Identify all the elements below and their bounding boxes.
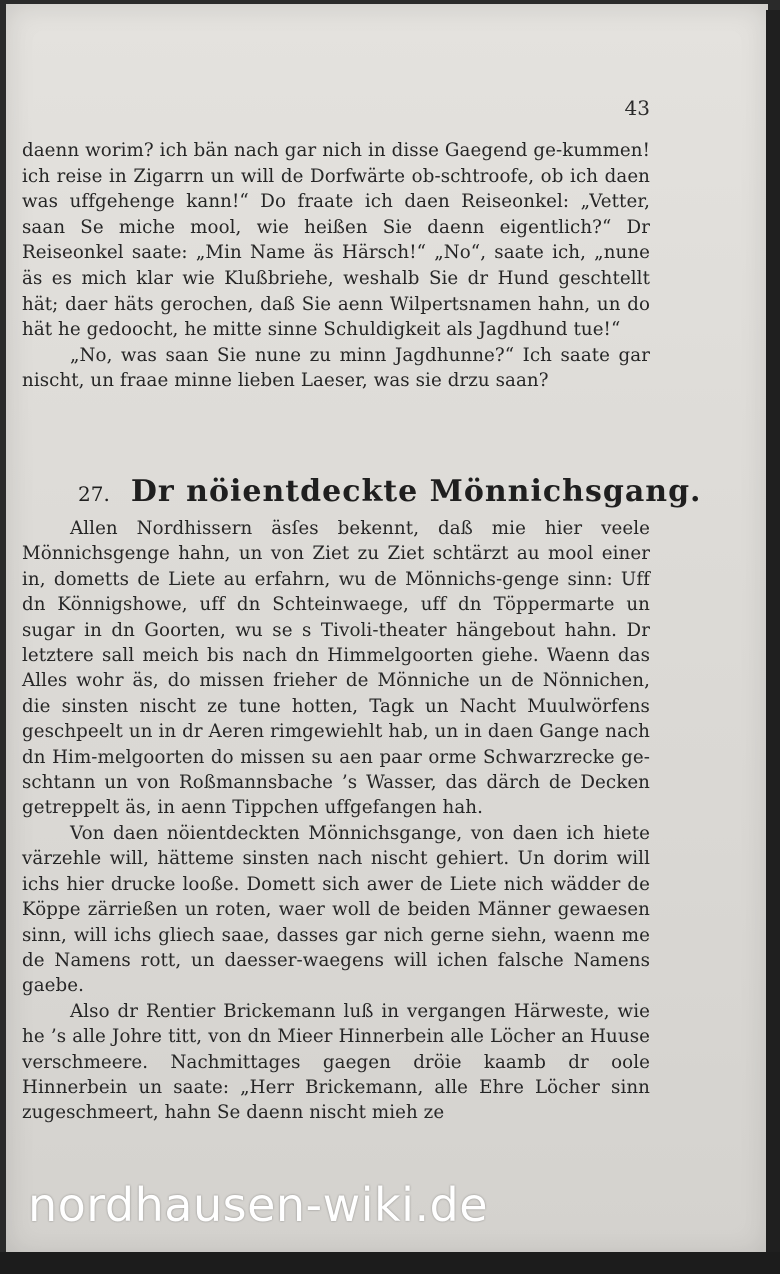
page-number: 43: [624, 96, 650, 120]
paragraph: Also dr Rentier Brickemann luß in vergangen Härweste, wie he ’s alle Johre titt, von dn Mieer Hinnerbein alle Löcher an Huuse verschmeere. Nachmittages gaegen dröie kaamb dr oole Hinnerbein un saate: „Herr Brickemann, alle Ehre Löcher sinn zugeschmeert, hahn Se daenn nischt mieh ze: [22, 1000, 650, 1124]
paragraph: daenn worim? ich bän nach gar nich in disse Gaegend ge-kummen! ich reise in Zigarrn un will de Dorfwärte ob-schtroofe, ob ich daen was uffgehenge kann!“ Do fraate ich daen Reiseonkel: „Vetter, saan Se miche mool, wie heißen Sie daenn eigentlich?“ Dr Reiseonkel saate: „Min Name äs Härsch!“ „No“, saate ich, „nune äs es mich klar wie Klußbriehe, weshalb Sie dr Hund geschtellt hät; daer häts gerochen, daß Sie aenn Wilpertsnamen hahn, un do hät he gedoocht, he mitte sinne Schuldigkeit als Jagdhund tue!“: [22, 140, 650, 341]
book-edge-bottom: [0, 1252, 780, 1274]
paragraph: Allen Nordhissern äsſes bekennt, daß mie hier veele Mönnichsgenge hahn, un von Ziet zu Ziet schtärzt au mool einer in, dometts de Liete au erfahrn, wu de Mönnichs-genge sinn: Uff dn Könnigshowe, uff dn Schteinwaege, uff dn Töppermarte un sugar in dn Goorten, wu se s Tivoli-theater hängebout hahn. Dr letztere sall meich bis nach dn Himmelgoorten giehe. Waenn das Alles wohr äs, do missen frieher de Mönniche un de Nönnichen, die sinsten nischt ze tune hotten, Tagk un Nacht Muulwörfens geschpeelt un in dr Aeren rimgewiehlt hab, un in daen Gange nach dn Him-melgoorten do missen su aen paar orme Schwarzrecke ge-schtann un von Roßmannsbache ’s Wasser, das därch de Decken getreppelt äs, in aenn Tippchen uffgefangen hah.: [22, 518, 650, 819]
book-edge-right: [766, 10, 780, 1260]
site-watermark: nordhausen-wiki.de: [28, 1178, 489, 1232]
chapter-number: 27.: [78, 482, 110, 506]
chapter-title: Dr nöientdeckte Mönnichsgang.: [130, 474, 702, 509]
paragraph: „No, was saan Sie nune zu minn Jagdhunne?“ Ich saate gar nischt, un fraae minne lieben Laeser, was sie drzu saan?: [22, 344, 650, 392]
intro-text: [22, 138, 650, 394]
chapter-heading: [78, 474, 702, 509]
chapter-body: [22, 516, 650, 1126]
paragraph: Von daen nöientdeckten Mönnichsgange, von daen ich hiete värzehle will, hätteme sinsten nach nischt gehiert. Un dorim will ichs hier drucke looße. Domett sich awer de Liete nich wädder de Köppe zärrießen un roten, waer woll de beiden Männer gewaesen sinn, will ichs gliech saae, dasses gar nich gerne siehn, waenn me de Namens rott, un daesser-waegens will ichen falsche Namens gaebe.: [22, 822, 650, 997]
